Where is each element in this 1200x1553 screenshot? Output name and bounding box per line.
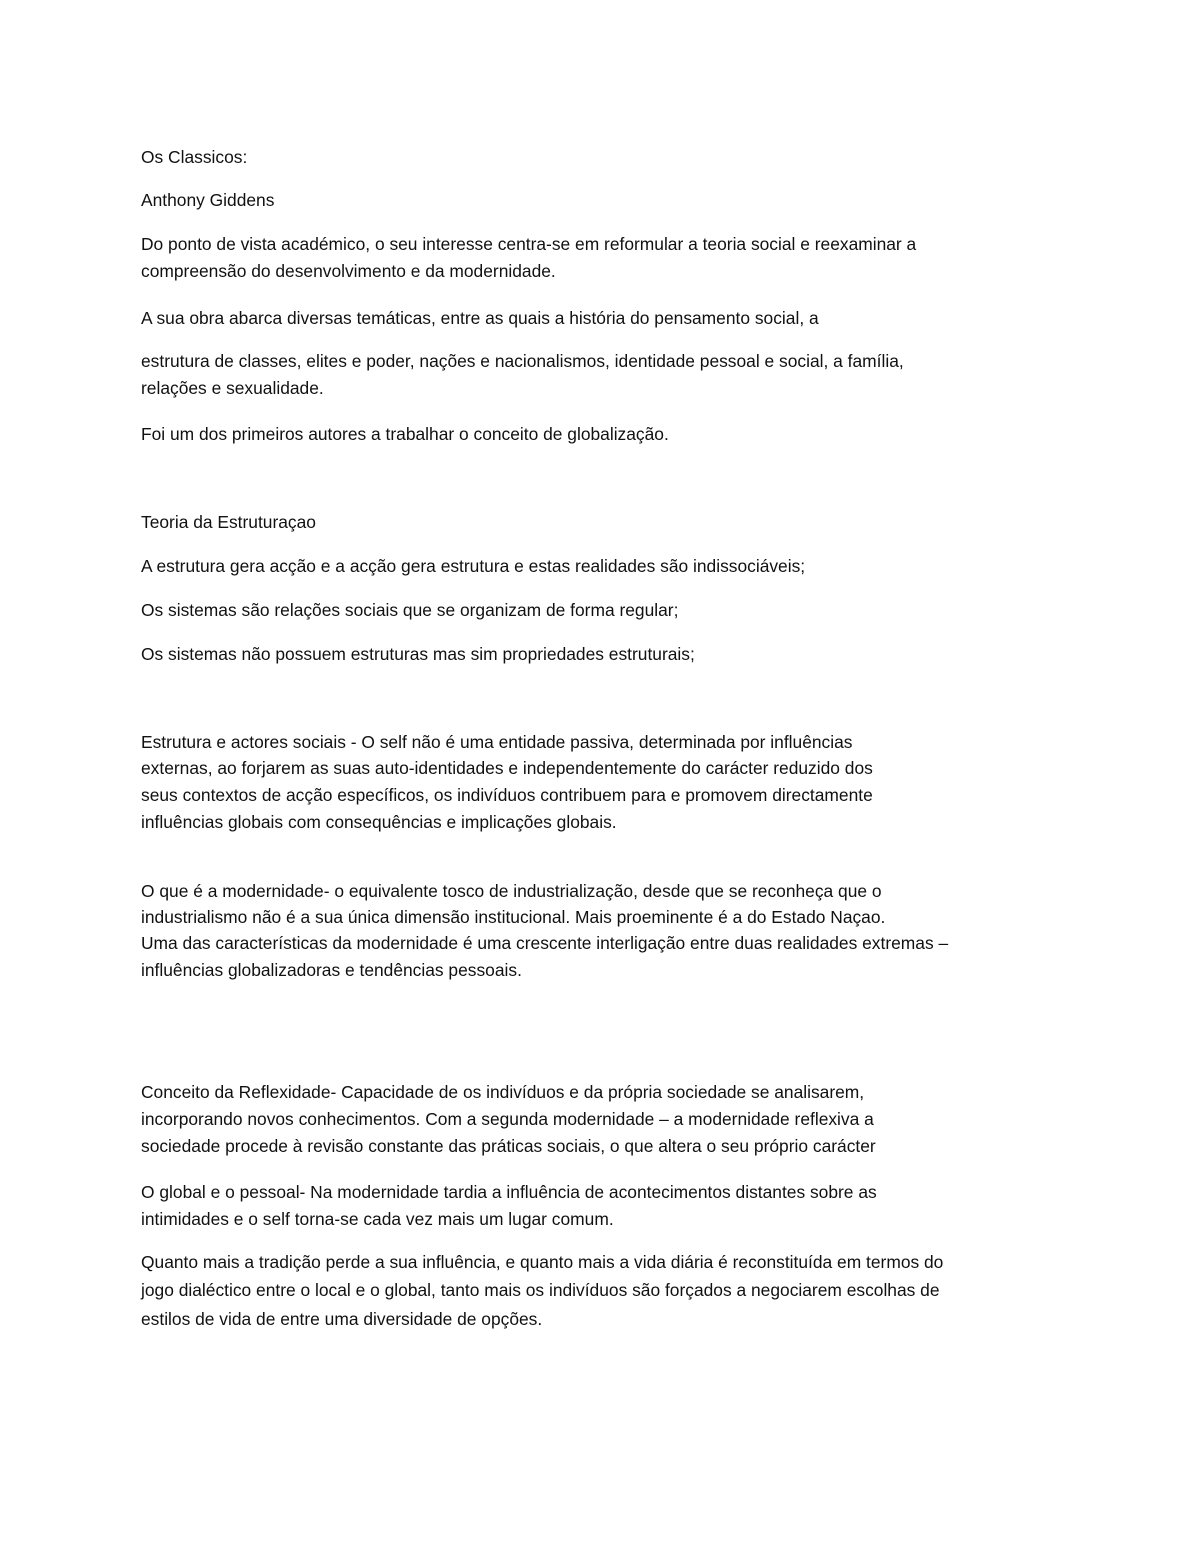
intro-paragraph-line: compreensão do desenvolvimento e da modernidade. [141,261,556,281]
tradicao-line: Quanto mais a tradição perde a sua influência, e quanto mais a vida diária é reconstituída em termos do [141,1252,944,1272]
estrutura-actores-line: Estrutura e actores sociais - O self não é uma entidade passiva, determinada por influências [141,732,853,752]
author-name: Anthony Giddens [141,190,275,210]
modernidade-line: Uma das características da modernidade é uma crescente interligação entre duas realidades extremas – [141,933,949,953]
tradicao-line: jogo dialéctico entre o local e o global, tanto mais os indivíduos são forçados a negociarem escolhas de [141,1280,940,1300]
intro-paragraph-line: estrutura de classes, elites e poder, nações e nacionalismos, identidade pessoal e social, a família, [141,351,904,371]
modernidade-line: influências globalizadoras e tendências pessoais. [141,960,522,980]
intro-paragraph-line: Foi um dos primeiros autores a trabalhar o conceito de globalização. [141,424,669,444]
intro-paragraph-line: Do ponto de vista académico, o seu interesse centra-se em reformular a teoria social e reexaminar a [141,234,917,254]
intro-paragraph-line: relações e sexualidade. [141,378,324,398]
estrutura-actores-line: influências globais com consequências e implicações globais. [141,812,617,832]
estrutura-actores-line: externas, ao forjarem as suas auto-identidades e independentemente do carácter reduzido dos [141,758,873,778]
document-title: Os Classicos: [141,147,248,167]
section-heading-teoria: Teoria da Estruturaçao [141,512,316,532]
reflexidade-line: Conceito da Reflexidade- Capacidade de os indivíduos e da própria sociedade se analisarem, [141,1082,865,1102]
tradicao-line: estilos de vida de entre uma diversidade de opções. [141,1309,543,1329]
estrutura-actores-line: seus contextos de acção específicos, os indivíduos contribuem para e promovem directamente [141,785,873,805]
reflexidade-line: incorporando novos conhecimentos. Com a segunda modernidade – a modernidade reflexiva a [141,1109,874,1129]
global-pessoal-line: O global e o pessoal- Na modernidade tardia a influência de acontecimentos distantes sobre as [141,1182,877,1202]
reflexidade-line: sociedade procede à revisão constante das práticas sociais, o que altera o seu próprio carácter [141,1136,876,1156]
teoria-item: Os sistemas não possuem estruturas mas sim propriedades estruturais; [141,644,695,664]
modernidade-line: O que é a modernidade- o equivalente tosco de industrialização, desde que se reconheça que o [141,881,882,901]
intro-paragraph-line: A sua obra abarca diversas temáticas, entre as quais a história do pensamento social, a [141,308,819,328]
teoria-item: Os sistemas são relações sociais que se organizam de forma regular; [141,600,679,620]
teoria-item: A estrutura gera acção e a acção gera estrutura e estas realidades são indissociáveis; [141,556,806,576]
modernidade-line: industrialismo não é a sua única dimensão institucional. Mais proeminente é a do Estado Naçao. [141,907,886,927]
global-pessoal-line: intimidades e o self torna-se cada vez mais um lugar comum. [141,1209,614,1229]
